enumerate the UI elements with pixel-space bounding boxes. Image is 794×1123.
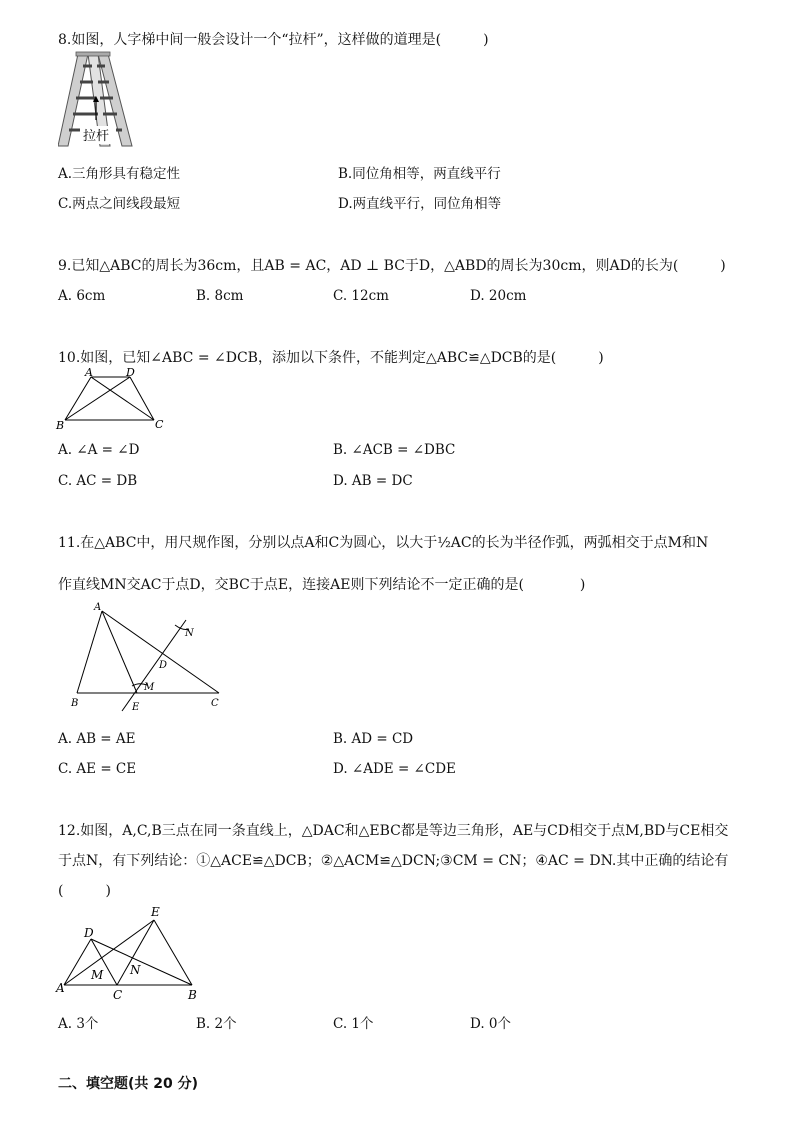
q10-option-b: B. ∠ACB = ∠DBC: [333, 442, 456, 458]
q11-label-a: A: [94, 602, 102, 613]
q10-label-c: C: [155, 418, 164, 431]
q11-option-d: D. ∠ADE = ∠CDE: [333, 761, 456, 777]
q10-option-d: D. AB = DC: [333, 473, 413, 489]
section-title: 二、填空题(共 20 分): [58, 1076, 199, 1092]
q12-option-a: A. 3个: [58, 1016, 99, 1032]
q12-figure: [54, 902, 204, 1006]
q11-label-n: N: [185, 628, 194, 639]
question-12-line3: ( ): [58, 883, 111, 899]
q12-option-d: D. 0个: [470, 1016, 512, 1032]
question-12-line1: 12.如图，A,C,B三点在同一条直线上，△DAC和△EBC都是等边三角形，AE与CD相交于点M,BD与CE相交: [58, 823, 729, 839]
q8-option-b: B.同位角相等，两直线平行: [338, 166, 501, 182]
q11-option-b: B. AD = CD: [333, 731, 414, 747]
question-10-text: 10.如图，已知∠ABC = ∠DCB，添加以下条件，不能判定△ABC≌△DCB的是( ): [58, 350, 604, 366]
ladder-label: 拉杆: [83, 129, 110, 144]
q12-label-m: M: [91, 968, 104, 982]
q11-figure: [62, 598, 232, 714]
q12-label-a: A: [56, 981, 65, 995]
q9-option-b: B. 8cm: [196, 288, 244, 304]
ladder-figure: [58, 50, 138, 148]
q8-option-c: C.两点之间线段最短: [58, 196, 181, 212]
q11-label-m: M: [144, 682, 155, 693]
question-11-line2: 作直线MN交AC于点D，交BC于点E，连接AE则下列结论不一定正确的是( ): [58, 577, 586, 593]
q12-option-c: C. 1个: [333, 1016, 374, 1032]
q8-option-d: D.两直线平行，同位角相等: [338, 196, 502, 212]
q11-option-a: A. AB = AE: [58, 731, 136, 747]
q12-label-e: E: [151, 905, 160, 919]
q11-label-e: E: [132, 702, 140, 713]
q10-label-d: D: [126, 366, 135, 379]
question-9-text: 9.已知△ABC的周长为36cm，且AB = AC，AD ⊥ BC于D，△ABD的周长为30cm，则AD的长为( ): [58, 258, 726, 274]
q9-option-a: A. 6cm: [58, 288, 106, 304]
q12-label-n: N: [130, 963, 141, 977]
q12-label-b: B: [188, 988, 197, 1002]
q10-option-c: C. AC = DB: [58, 473, 138, 489]
question-11-line1: 11.在△ABC中，用尺规作图，分别以点A和C为圆心，以大于½AC的长为半径作弧，两弧相交于点M和N: [58, 535, 709, 551]
q10-label-a: A: [85, 366, 93, 379]
q11-label-c: C: [211, 698, 219, 709]
q9-option-d: D. 20cm: [470, 288, 527, 304]
q11-label-d: D: [159, 660, 168, 671]
q12-label-d: D: [84, 926, 94, 940]
q10-option-a: A. ∠A = ∠D: [58, 442, 140, 458]
question-12-line2: 于点N，有下列结论：①△ACE≌△DCB；②△ACM≌△DCN;③CM = CN；④AC = DN.其中正确的结论有: [58, 853, 729, 869]
question-8-text: 8.如图，人字梯中间一般会设计一个“拉杆”，这样做的道理是( ): [58, 32, 489, 48]
q11-option-c: C. AE = CE: [58, 761, 137, 777]
q8-option-a: A.三角形具有稳定性: [58, 166, 181, 182]
q10-label-b: B: [56, 419, 65, 432]
q11-label-b: B: [71, 698, 79, 709]
q9-option-c: C. 12cm: [333, 288, 389, 304]
q12-label-c: C: [113, 988, 123, 1002]
q10-figure: [54, 366, 169, 432]
q12-option-b: B. 2个: [196, 1016, 237, 1032]
